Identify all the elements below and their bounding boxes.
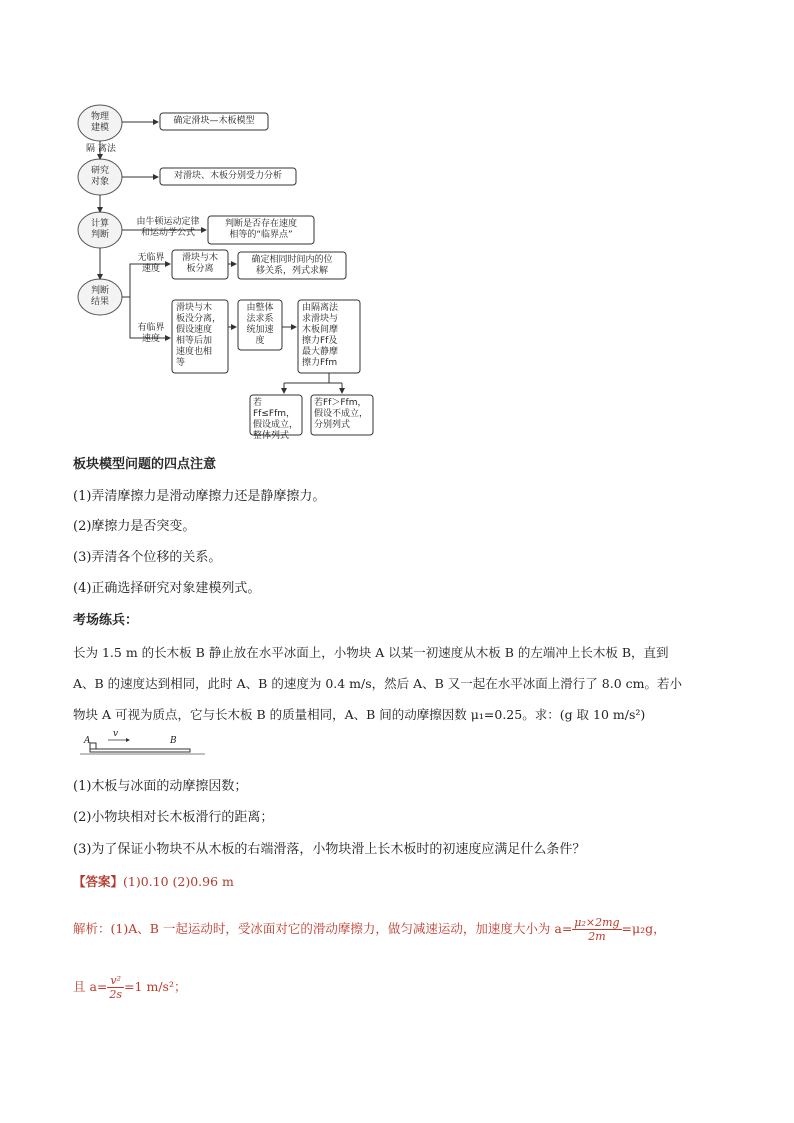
box-label-critical: 判断是否存在速度 相等的“临界点”: [224, 219, 297, 240]
fraction-1-den: 2m: [588, 930, 606, 943]
node-label-calc: 计算 判断: [90, 219, 109, 240]
problem-line-2: A、B 的速度达到相同，此时 A、B 的速度为 0.4 m/s，然后 A、B 又一起在水平冰面上滑行了 8.0 cm。若小: [73, 676, 682, 691]
question-3: (3)为了保证小物块不从木板的右端滑落，小物块滑上长木板时的初速度应满足什么条件？: [73, 842, 586, 857]
fraction-2-num: v²: [107, 974, 124, 988]
box-label-model: 确定滑块—木板模型: [173, 116, 255, 126]
figure-label-b: B: [170, 736, 177, 746]
problem-line-1: 长为 1.5 m 的长木板 B 静止放在水平冰面上，小物块 A 以某一初速度从木板 B 的左端冲上长木板 B，直到: [73, 645, 669, 660]
box-label-not-separate: 滑块与木 板没分离， 假设速度 相等后加 速度也相 等: [176, 303, 222, 368]
note-3: (3)弄清各个位移的关系。: [73, 550, 222, 565]
fraction-1-num: μ₂×2mg: [574, 916, 620, 929]
board-figure: [80, 729, 210, 761]
line2-suffix: =1 m/s²；: [124, 979, 187, 994]
question-2: (2)小物块相对长木板滑行的距离；: [73, 810, 274, 825]
box-label-ok: 若Ff≤Ffm， 假设成立， 整体列式: [253, 398, 299, 441]
analysis-line-2: [73, 972, 186, 1002]
fraction-1: [572, 916, 621, 943]
analysis-suffix: =μ₂g，: [621, 921, 666, 936]
analysis-line-1: [73, 914, 666, 944]
edge-label-has-critical: 有临界 速度: [137, 323, 165, 344]
box-label-whole: 由整体 法求系 统加速 度: [246, 303, 274, 346]
note-4: (4)正确选择研究对象建模列式。: [73, 581, 261, 596]
figure-label-a: A: [84, 736, 91, 746]
edge-label-isolation: 隔 离法: [86, 144, 116, 154]
board-figure-svg: [80, 733, 210, 757]
box-label-position: 确定相同时间内的位 移关系，列式求解: [251, 255, 333, 276]
box-label-force: 对滑块、木板分别受力分析: [173, 171, 282, 181]
figure-label-v: v: [113, 729, 119, 739]
fraction-2-den: 2s: [109, 988, 123, 1001]
analysis-prefix: 解析：(1)A、B 一起运动时，受冰面对它的滑动摩擦力，做匀减速运动，加速度大小为 a=: [73, 921, 573, 936]
edge-label-newton: 由牛顿运动定律 和运动学公式: [136, 217, 200, 238]
edge-label-no-critical: 无临界 速度: [137, 253, 165, 274]
node-label-result: 判断 结果: [90, 286, 109, 307]
question-1: (1)木板与冰面的动摩擦因数；: [73, 779, 248, 794]
box-label-no: 若Ff＞Ffm， 假设不成立， 分别列式: [314, 398, 369, 430]
fraction-2: [107, 974, 124, 1001]
answer-text: (1)0.10 (2)0.96 m: [123, 874, 234, 889]
line2-prefix: 且 a=: [73, 979, 108, 994]
problem-line-3: 物块 A 可视为质点，它与长木板 B 的质量相同，A、B 间的动摩擦因数 μ₁=0.25。求：(g 取 10 m/s²): [73, 707, 646, 722]
note-1: (1)弄清摩擦力是滑动摩擦力还是静摩擦力。: [73, 489, 326, 504]
note-2: (2)摩擦力是否突变。: [73, 519, 196, 534]
box-label-separate: 滑块与木 板分离: [181, 253, 218, 274]
box-label-isolation: 由隔离法 求滑块与 木板间摩 擦力Ff及 最大静摩 擦力Ffm: [302, 303, 339, 368]
node-label-model: 物理 建模: [90, 112, 109, 133]
practice-title: 考场练兵：: [73, 613, 139, 628]
section-heading: 板块模型问题的四点注意: [73, 457, 217, 472]
node-label-object: 研究 对象: [90, 166, 109, 187]
answer-line: [73, 873, 234, 891]
flowchart: [70, 95, 390, 440]
answer-tag: 【答案】: [73, 874, 124, 889]
